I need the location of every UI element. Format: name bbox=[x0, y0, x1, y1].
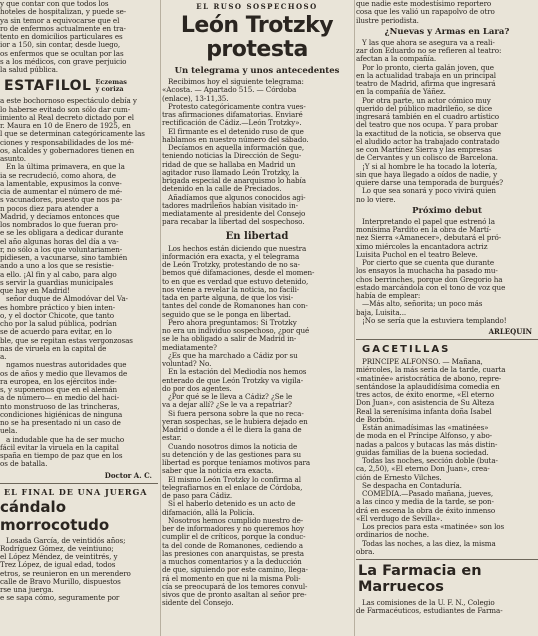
text-line: os enfermos que se ocultan por las bbox=[0, 48, 124, 58]
text-line: quiere darse una temporada de burgués? bbox=[356, 178, 503, 187]
text-line: Cuando nosotros dimos la noticia de bbox=[168, 441, 298, 451]
left-paragraph bbox=[0, 163, 158, 295]
article-paragraph bbox=[356, 218, 538, 259]
text-line: no lo viere. bbox=[356, 194, 396, 204]
text-line: nos viene a revelar la noticia, no facili- bbox=[162, 284, 300, 294]
section-divider bbox=[356, 559, 538, 560]
estafilol-tag bbox=[95, 79, 127, 93]
article-headline: La Farmacia en Marruecos bbox=[358, 563, 482, 595]
text-line: información era exacta, y el telegrama bbox=[162, 251, 300, 261]
text-line: a muchos comentarios y a la deducción bbox=[162, 557, 302, 566]
text-line: os de batalla. bbox=[0, 459, 48, 469]
article-paragraph bbox=[356, 490, 538, 523]
article-paragraph bbox=[356, 163, 538, 188]
article-headline: cándalo morrocotudo bbox=[0, 497, 110, 534]
text-line: Losada García, de veintidós años; bbox=[6, 535, 126, 545]
text-line: pidiesen, a vacunarse, sino también bbox=[0, 253, 128, 262]
text-line: teatro de Madrid, afirma que ingresará bbox=[356, 79, 496, 88]
article-paragraph bbox=[356, 540, 538, 557]
text-line: las presiones con anarquistas, se presta bbox=[162, 548, 304, 558]
text-line: detenido en la calle de Preciados. bbox=[162, 184, 282, 194]
text-line: a de número— en medio del haci- bbox=[0, 393, 120, 403]
text-line: ridad de que se hallaba en Madrid un bbox=[162, 159, 296, 169]
text-line: cosa que les valió un rapapolvo de otro bbox=[356, 7, 495, 17]
text-line: lo haberse evitado son sólo dar cum- bbox=[0, 104, 131, 114]
article-paragraph bbox=[356, 0, 538, 25]
subheading: Un telegrama y unos antecedentes bbox=[174, 66, 340, 76]
text-line: n pocos diez para atender a bbox=[0, 203, 99, 213]
column-rule bbox=[160, 0, 161, 636]
text-line: ra europea, en los ejércitos inde- bbox=[0, 376, 117, 386]
text-line: señor duque de Almodóvar del Va- bbox=[6, 294, 128, 304]
left-top-paragraph bbox=[0, 0, 158, 74]
text-line: querido del público madrileño, se dice bbox=[356, 103, 493, 113]
estafilol-advert bbox=[4, 78, 158, 94]
text-line: afectan a la compañía. bbox=[356, 54, 437, 64]
text-line: difamación, allá la Policía. bbox=[162, 507, 255, 517]
text-line: es hombre práctico y bien inten- bbox=[0, 302, 116, 312]
text-line: ¡Y si al hombre le ha tocado la lotería, bbox=[362, 161, 498, 171]
article-paragraph bbox=[162, 500, 352, 517]
text-line: a. bbox=[0, 352, 7, 361]
right-column bbox=[356, 0, 538, 616]
article-paragraph bbox=[356, 259, 538, 300]
text-line: de Cervantes y un colisco de Barcelona. bbox=[356, 153, 498, 163]
article-paragraph bbox=[162, 78, 352, 103]
text-line: a las cinco y media de la tarde, se pon- bbox=[356, 497, 494, 507]
text-line: tras afirmaciones difamatorias. Enviaré bbox=[162, 110, 303, 119]
text-line: de Farmacéuticos, estudiantes de Farma- bbox=[356, 606, 503, 616]
text-line: en la compañía de Yáñez. bbox=[356, 87, 446, 97]
text-line: seguido que se le ponga en libertad. bbox=[162, 309, 291, 319]
article-paragraph bbox=[356, 523, 538, 540]
text-line: «Acosta. — Apartado 515. — Córdoba bbox=[162, 85, 297, 95]
text-line: —Más alto, señorita; un poco más bbox=[362, 299, 483, 309]
section-heading: GACETILLAS bbox=[362, 344, 451, 355]
text-line: e se sapa cómo, seguramente por bbox=[0, 593, 120, 603]
estafilol-name: ESTAFILOL bbox=[4, 78, 92, 95]
text-line: Pero ahora preguntamos: Si Trotzky bbox=[168, 317, 297, 327]
text-line: ro de enfermos actualmente en tra- bbox=[0, 23, 126, 33]
text-line: guidas familias de la buena sociedad. bbox=[356, 447, 489, 457]
text-line: El firmante es el detenido ruso de que bbox=[168, 126, 304, 136]
text-line: drá en escena la obra de éxito inmenso bbox=[356, 505, 496, 515]
text-line: ca, 2,50), «El eterno Don Juan», crea- bbox=[356, 464, 490, 474]
article-paragraph bbox=[162, 410, 352, 443]
text-line: ción de Ernesto Vilches. bbox=[356, 472, 442, 482]
text-line: tento en domicilios particulares es bbox=[0, 32, 123, 41]
text-line: Don Juan», con asistencia de Su Alteza bbox=[356, 398, 495, 408]
left-paragraph bbox=[0, 436, 158, 469]
middle-column bbox=[162, 0, 352, 608]
text-line: en la actualidad trabaja en un principal bbox=[356, 70, 496, 80]
text-line: s, y suponemos que en el alemán bbox=[0, 385, 118, 394]
text-line: COMEDIA.—Pasado mañana, jueves, bbox=[362, 489, 494, 498]
text-line: mediatamente al presidente del Consejo bbox=[162, 209, 306, 218]
article-paragraph bbox=[162, 393, 352, 410]
text-line: a este bochornoso espectáculo debía y bbox=[0, 96, 137, 106]
text-line: ximo miércoles la encantadora actriz bbox=[356, 241, 488, 251]
article-paragraph bbox=[356, 39, 538, 64]
text-line: Si fuera persona sobre la que no reca- bbox=[168, 408, 304, 418]
column-rule bbox=[354, 0, 355, 636]
text-line: de Borbón. bbox=[356, 414, 396, 424]
text-line: tres actos, de éxito enorme, «El eterno bbox=[356, 390, 494, 399]
text-line: Interpretando el papel que estrenó la bbox=[362, 216, 495, 226]
article-paragraph bbox=[162, 517, 352, 608]
text-line: sin que haya llegado a oídos de nadie, y bbox=[356, 169, 498, 179]
text-line: ya sin temor a equivocarse que el bbox=[0, 15, 120, 25]
section-divider bbox=[0, 483, 158, 484]
text-line: asunto. bbox=[0, 154, 26, 163]
text-line: que nadie este modestísimo reportero bbox=[356, 0, 492, 8]
text-line: os, alcaldes y gobernadores tienen en bbox=[0, 145, 135, 155]
text-line: telegrafiarnos en el enlace de Córdoba, bbox=[162, 482, 303, 492]
text-line: Añadíamos que algunos conocidos agi- bbox=[168, 192, 306, 202]
estafilol-tag-line: Eczemas bbox=[95, 78, 127, 87]
text-line: yeran sospechas, se le hubiera dejado en bbox=[162, 416, 308, 426]
text-line: Lo que sea sonará y poco vivirá quien bbox=[362, 186, 496, 196]
text-line: En la estación del Mediodía nos hemos bbox=[168, 367, 307, 377]
text-line: ngamos nuestras autoridades que bbox=[6, 360, 127, 370]
section-divider bbox=[356, 339, 538, 340]
text-line: ior a 150, sin contar, desde luego, bbox=[0, 40, 121, 50]
text-line: Los hechos están diciendo que nuestra bbox=[168, 243, 307, 253]
text-line: de moda en el Príncipe Alfonso, y abo- bbox=[356, 431, 492, 441]
text-line: Por cierto que se cuenta que durante bbox=[362, 258, 494, 267]
text-line: rectificación de Cádiz.—León Trotzky». bbox=[162, 118, 302, 128]
text-line: rse una juerga. bbox=[0, 585, 54, 594]
text-line: tada en parte alguna, de que los visi- bbox=[162, 293, 294, 302]
text-line: a indudable que ha de ser mucho bbox=[6, 434, 125, 444]
article-paragraph bbox=[356, 424, 538, 457]
text-line: ¿Por qué se le lleva a Cádiz? ¿Se le bbox=[168, 392, 293, 401]
article-paragraph bbox=[356, 64, 538, 97]
text-line: nez Sierra «Amanecer», debutará el pró- bbox=[356, 233, 502, 243]
text-line: Luisita Puchol en el teatro Beleve. bbox=[356, 249, 478, 259]
text-line: Todas las noches, a las diez, la misma bbox=[362, 538, 496, 548]
text-line: Rodríguez Gómez, de veintiuno; bbox=[0, 543, 114, 553]
left-paragraph bbox=[0, 97, 158, 163]
text-line: rá el momento en que ni la misma Poli- bbox=[162, 573, 301, 583]
text-line: ilustre periodista. bbox=[356, 15, 419, 25]
text-line: se de acuerdo para evitar, en lo bbox=[0, 327, 112, 337]
text-line: de León Trotzky, protestando de no sa- bbox=[162, 260, 300, 269]
text-line: s vacunadores, puesto que nos pa- bbox=[0, 195, 123, 205]
text-line: ordinarios de noche. bbox=[356, 530, 429, 540]
article-paragraph bbox=[162, 476, 352, 501]
text-line: Nosotros hemos cumplido nuestro de- bbox=[168, 515, 304, 525]
text-line: los nombrados lo que fueran pro- bbox=[0, 220, 119, 229]
text-line: el López Méndez, de veintitrés, y bbox=[0, 552, 118, 561]
text-line: Los precios para esta «matinée» son los bbox=[362, 522, 505, 531]
article-paragraph bbox=[356, 97, 538, 163]
text-line: la salud pública. bbox=[0, 65, 58, 74]
article-paragraph bbox=[356, 599, 538, 616]
text-line: libertad es porque teníamos motivos para bbox=[162, 458, 311, 467]
text-line: r. Maura en 10 de Enero de 1925, en bbox=[0, 121, 131, 130]
subheading: En libertad bbox=[225, 230, 289, 242]
subheading: ¿Nuevas y Armas en Lara? bbox=[384, 26, 510, 37]
article-headline: León Trotzky protesta bbox=[180, 13, 334, 62]
text-line: sentándose la aplaudidísima comedia en bbox=[356, 381, 500, 391]
article-paragraph bbox=[162, 368, 352, 393]
article-paragraph bbox=[162, 128, 352, 145]
text-line: ¡No se sería que la estuviera templando! bbox=[362, 315, 507, 325]
text-line: había de emplear: bbox=[356, 291, 421, 300]
text-line: de que, siguiendo por este camino, llega- bbox=[162, 565, 308, 575]
text-line: to en que es verdad que estuvo detenido, bbox=[162, 276, 309, 286]
text-line: PRINCIPE ALFONSO. — Mañana, bbox=[362, 357, 483, 366]
section-heading: EL RUSO SOSPECHOSO bbox=[196, 2, 318, 11]
text-line: bemos qué difamaciones, desde el momen- bbox=[162, 268, 315, 278]
text-line: cía se preocupará de los temores convul- bbox=[162, 581, 308, 591]
left-column bbox=[0, 0, 158, 603]
text-line: (enlace), 13-11,35. bbox=[162, 93, 229, 103]
text-line: sidente del Consejo. bbox=[162, 598, 234, 608]
author-signature: Doctor A. C. bbox=[104, 470, 152, 480]
text-line: Se despacha en Contaduría. bbox=[362, 480, 462, 490]
text-line: os de años y medio que llevamos de bbox=[0, 368, 128, 378]
text-line: r, no sólo a los que voluntariamen- bbox=[0, 244, 123, 254]
text-line: tadores madrileños habían visitado in- bbox=[162, 200, 298, 210]
article-paragraph bbox=[162, 103, 352, 128]
text-line: ta del conde de Romanones, cediendo a bbox=[162, 540, 303, 550]
text-line: Y las que ahora se asegura va a reali- bbox=[362, 37, 495, 47]
text-line: y que contar con que todos los bbox=[0, 0, 109, 8]
text-line: ¿Es que ha marchado a Cádiz por su bbox=[168, 350, 298, 360]
text-line: e se les obligara a dedicar durante bbox=[0, 228, 124, 238]
text-line: estar. bbox=[162, 433, 182, 443]
text-line: Decíamos en aquella información que, bbox=[168, 143, 305, 152]
text-line: calle de Bravo Murillo, dispuestos bbox=[0, 576, 121, 586]
text-line: hablamos en nuestro número del sábado. bbox=[162, 134, 309, 144]
text-line: sivos que de pronto asaltan al señor pre- bbox=[162, 590, 307, 599]
text-line: obra. bbox=[356, 546, 375, 556]
article-paragraph bbox=[162, 352, 352, 369]
text-line: que hay en Madrid! bbox=[0, 286, 70, 295]
text-line: «El verdugo de Sevilla». bbox=[356, 513, 443, 523]
text-line: chos berrinches, porque don Gregorio ha bbox=[356, 274, 503, 284]
text-line: brigada especial de anarquismo lo había bbox=[162, 176, 306, 185]
text-line: fácil evitar la viruela en la capital bbox=[0, 442, 119, 452]
text-line: nadas a palcos y butacas las más distin- bbox=[356, 439, 498, 449]
article-paragraph bbox=[356, 187, 538, 204]
text-line: la exactitud de la noticia, se observa que bbox=[356, 128, 501, 138]
text-line: o, y el doctor Chicote, que tanto bbox=[0, 310, 114, 320]
text-line: Si el haberlo detenido es un acto de bbox=[168, 499, 296, 509]
text-line: estado marcándola con el tono de voz que bbox=[356, 282, 506, 292]
text-line: los ensayos la muchacha ha pasado mu- bbox=[356, 266, 498, 276]
text-line: Recibimos hoy el siguiente telegrama: bbox=[168, 77, 304, 86]
text-line: para recabar la libertad del sospechoso. bbox=[162, 217, 305, 227]
left-paragraph bbox=[0, 295, 158, 361]
text-line: do por dos agentes. bbox=[162, 383, 232, 393]
left-paragraph bbox=[0, 537, 158, 603]
text-line: cho por la salud pública, podrían bbox=[0, 319, 117, 328]
article-paragraph bbox=[356, 358, 538, 424]
text-line: no era un individuo sospechoso, ¿por qué bbox=[162, 326, 310, 335]
text-line: Protesto categóricamente contra vues- bbox=[168, 101, 306, 111]
text-line: Están animadísimas las «matinées» bbox=[362, 423, 489, 432]
text-line: cia de aumentar el número de mé- bbox=[0, 187, 123, 196]
text-line: ando a uno a los que se resistie- bbox=[0, 261, 114, 271]
text-line: ingresará también en el cuadro artístico bbox=[356, 112, 499, 121]
text-line: teniendo noticias la Dirección de Segu- bbox=[162, 151, 302, 161]
article-paragraph bbox=[162, 443, 352, 476]
text-line: condiciones higiénicas de ninguna bbox=[0, 409, 123, 419]
text-line: ciones y responsabilidades de los mé- bbox=[0, 137, 134, 147]
text-line: s a los médicos, con grave perjuicio bbox=[0, 56, 127, 66]
text-line: no se ha presentado ni un caso de bbox=[0, 418, 121, 427]
article-paragraph bbox=[356, 317, 538, 325]
text-line: su detención y de las gestiones para su bbox=[162, 449, 302, 459]
text-line: Las comisiones de la U. F. N., Colegio bbox=[362, 598, 495, 607]
text-line: a lamentable, expusimos la conve- bbox=[0, 178, 122, 188]
text-line: Todas las noches, sección doble (buta- bbox=[362, 456, 498, 465]
text-line: del teatro que nos ocupa. Y para probar bbox=[356, 120, 498, 130]
article-paragraph bbox=[162, 245, 352, 319]
article-paragraph bbox=[162, 319, 352, 352]
text-line: agitador ruso llamado León Trotzky, la bbox=[162, 167, 299, 177]
text-line: spaña en tiempo de paz que en los bbox=[0, 451, 123, 460]
text-line: ble, que se repitan estas vergonzosas bbox=[0, 335, 133, 345]
text-line: monísima Pardito en la obra de Martí- bbox=[356, 225, 492, 234]
text-line: va a dejar allí? ¿Se le va a repatriar? bbox=[162, 400, 292, 410]
author-signature: ARLEQUIN bbox=[488, 327, 532, 336]
text-line: Por lo pronto, cierta galán joven, que bbox=[362, 62, 494, 72]
text-line: mediatamente? bbox=[162, 342, 217, 352]
article-paragraph bbox=[162, 194, 352, 227]
estafilol-tag-line: y coriza bbox=[95, 85, 124, 94]
text-line: En la última primavera, en que la bbox=[6, 162, 125, 172]
text-line: Por otra parte, un actor cómico muy bbox=[362, 95, 491, 105]
text-line: Trez López, de igual edad, todos bbox=[0, 560, 116, 570]
article-paragraph bbox=[356, 300, 538, 317]
text-line: uela. bbox=[0, 426, 18, 436]
text-line: nas de viruela en la capital de bbox=[0, 343, 107, 353]
text-line: l que se determinan categóricamente las bbox=[0, 129, 145, 139]
text-line: «matinée» aristocrática de abono, repre- bbox=[356, 373, 502, 383]
text-line: imiento al Real decreto dictado por el bbox=[0, 112, 134, 122]
text-line: Real la serenísima infanta doña Isabel bbox=[356, 406, 492, 416]
text-line: Madrid, y decíamos entonces que bbox=[0, 211, 120, 221]
text-line: ia se recrudeció, como ahora, de bbox=[0, 170, 116, 180]
article-paragraph bbox=[356, 457, 538, 482]
left-paragraph bbox=[0, 361, 158, 435]
text-line: tantes del conde de Romanones han con- bbox=[162, 301, 308, 311]
text-line: El mismo León Trotzky lo confirma al bbox=[168, 474, 301, 484]
text-line: el año algunas horas del día a va- bbox=[0, 236, 119, 246]
section-heading: EL FINAL DE UNA JUERGA bbox=[4, 486, 148, 497]
text-line: enterado de que León Trotzky va vigila- bbox=[162, 375, 304, 385]
text-line: s servir la guardias municipales bbox=[0, 277, 114, 287]
text-line: baja, Luisita... bbox=[356, 307, 407, 317]
text-line: Madrid o donde a él le diera la gana de bbox=[162, 425, 302, 434]
text-line: etros, se reunieron en un merendero bbox=[0, 568, 131, 578]
text-line: nto monstruoso de las trincheras, bbox=[0, 401, 120, 411]
text-line: hoteles de hospitalizan, y puede se- bbox=[0, 7, 127, 17]
text-line: se le ha obligado a salir de Madrid in- bbox=[162, 334, 297, 344]
text-line: a ello. ¡Al fin y al cabo, para algo bbox=[0, 269, 117, 279]
text-line: de paso para Cádiz. bbox=[162, 491, 233, 500]
text-line: miércoles, la más seria de la tarde, cuarta bbox=[356, 365, 506, 375]
text-line: ber de informadores y no queremos hoy bbox=[162, 524, 304, 533]
text-line: se con Martínez Sierra y las empresas bbox=[356, 145, 492, 154]
text-line: el aludido actor ha trabajado contratado bbox=[356, 136, 500, 146]
text-line: zar don Eduardo no se refieren al teatro: bbox=[356, 46, 502, 55]
text-line: saber que la noticia era exacta. bbox=[162, 466, 274, 476]
text-line: voluntad? No. bbox=[162, 359, 212, 368]
text-line: cumplir el de críticos, porque la conduc- bbox=[162, 532, 306, 542]
article-paragraph bbox=[162, 144, 352, 194]
subheading: Próximo debut bbox=[412, 205, 482, 216]
